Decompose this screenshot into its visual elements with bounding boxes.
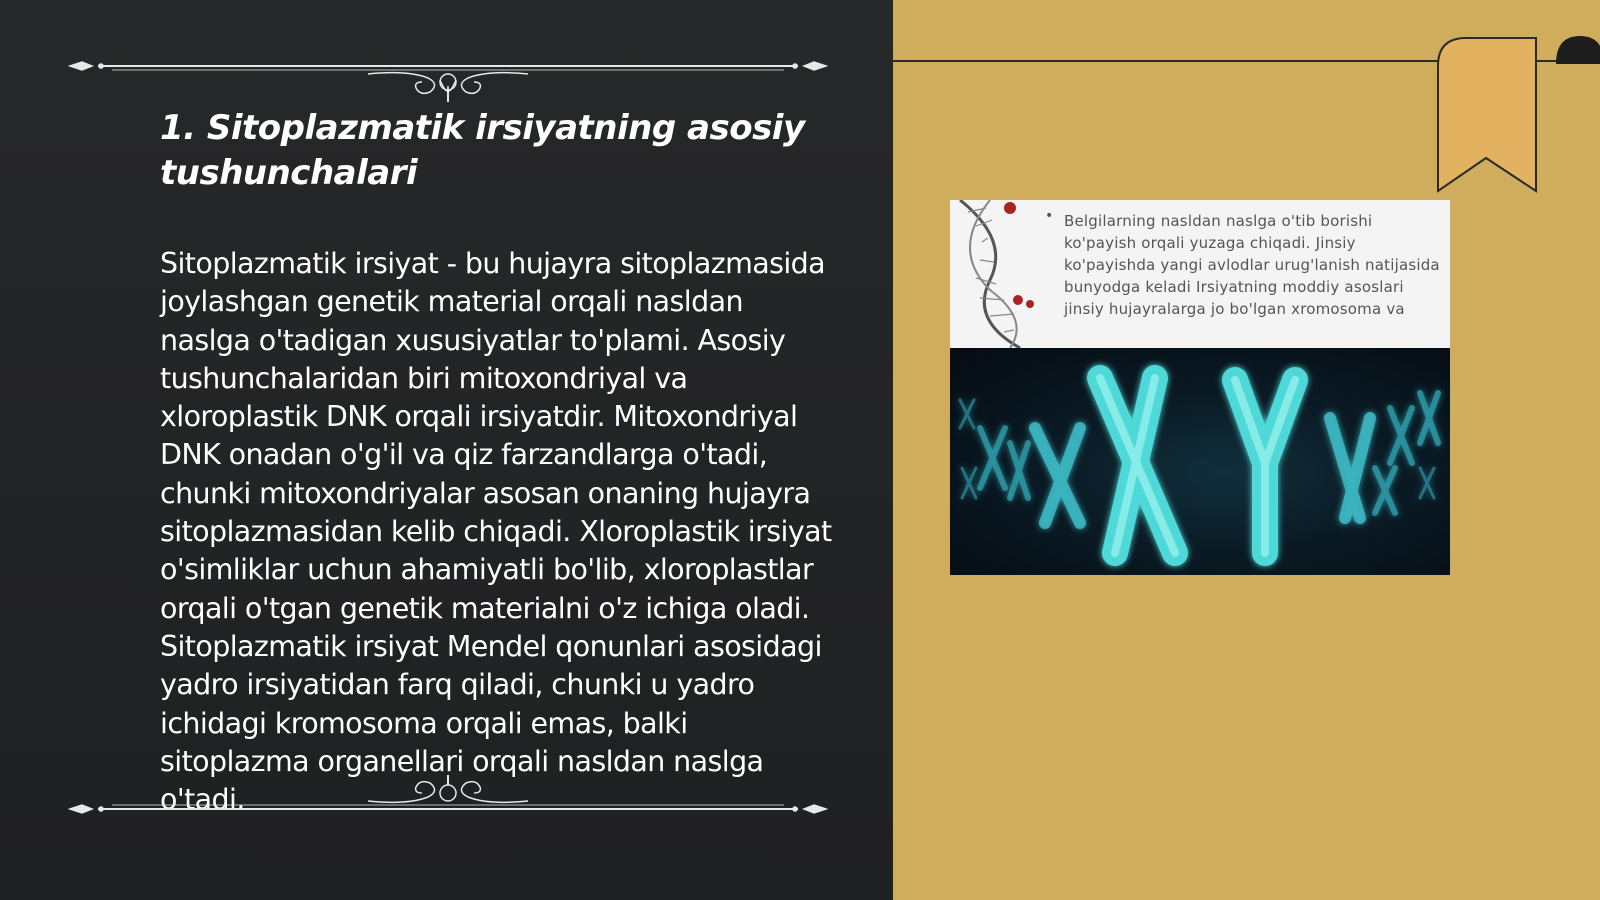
dna-helix-icon bbox=[950, 200, 1050, 348]
bookmark-ribbon-icon bbox=[1436, 36, 1556, 196]
xy-chromosomes-icon bbox=[950, 348, 1450, 575]
image-caption-text: Belgilarning nasldan naslga o'tib borishi ko'payish orqali yuzaga chiqadi. Jinsiy ko'payishda yangi avlodlar urug'lanish natijasida bunyodga keladi Irsiyatning moddiy asoslari jinsiy hujayralarga jo bo'lgan xromosoma va bbox=[1064, 212, 1440, 318]
ornament-divider-top bbox=[68, 52, 828, 102]
slide-body-text: Sitoplazmatik irsiyat - bu hujayra sitoplazmasida joylashgan genetik material orqali nasldan naslga o'tadigan xususiyatlar to'plami. Asosiy tushunchalaridan biri mitoxondriyal va xloroplastik DNK orqali irsiyatdir. Mitoxondriyal DNK onadan o'g'il va qiz farzandlarga o'tadi, chunki mitoxondriyalar asosan onaning hujayra sitoplazmasidan kelib chiqadi. Xloroplastik irsiyat o'simliklar uchun ahamiyatli bo'lib, xloroplastlar orqali o'tgan genetik materialni o'z ichiga oladi. Sitoplazmatik irsiyat Mendel qonunlari asosidagi yadro irsiyatidan farq qiladi, chunki u yadro ichidagi kromosoma orqali emas, balki sitoplazma organellari orqali nasldan naslga o'tadi. bbox=[160, 247, 832, 817]
ornament-divider-bottom bbox=[68, 775, 828, 825]
xy-chromosome-graphic bbox=[950, 348, 1450, 575]
chromosome-image bbox=[950, 200, 1450, 575]
ribbon-fold-icon bbox=[1556, 36, 1600, 64]
image-bullet: • bbox=[1045, 208, 1054, 224]
image-text-strip bbox=[950, 200, 1450, 348]
slide-title: 1. Sitoplazmatik irsiyatning asosiy tushunchalari bbox=[160, 108, 805, 193]
